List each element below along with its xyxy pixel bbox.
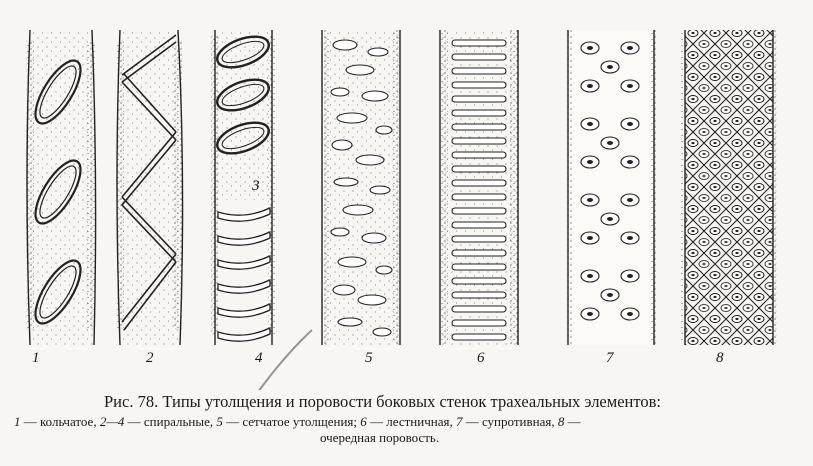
caption-line-2: очередная поровость.	[320, 430, 440, 445]
caption-text-3: — сетчатое утолщения;	[222, 414, 361, 429]
caption-num-2: 2—4	[99, 414, 125, 429]
pencil-mark	[258, 330, 312, 390]
label-4: 4	[255, 350, 263, 366]
vessel-opposite	[566, 30, 656, 345]
vessel-scalariform	[440, 30, 518, 345]
caption-num-4: 6	[360, 414, 367, 429]
label-6: 6	[477, 350, 485, 366]
caption-num-6: 8	[557, 414, 565, 429]
vessel-spiral-loose	[117, 30, 183, 345]
caption-text-2: — спиральные,	[124, 414, 217, 429]
label-8: 8	[716, 350, 724, 366]
label-3: 3	[252, 178, 260, 194]
label-5: 5	[365, 350, 373, 366]
caption-text-6: —	[564, 414, 581, 429]
vessel-annular	[26, 30, 96, 345]
caption-num-1: 1	[14, 414, 21, 429]
label-7: 7	[606, 350, 614, 366]
caption-num-5: 7	[455, 414, 463, 429]
label-1: 1	[32, 350, 40, 366]
vessel-reticulate	[322, 30, 400, 345]
caption-text-4: — лестничная,	[366, 414, 456, 429]
label-2: 2	[146, 350, 154, 366]
caption-text-1: — кольчатое,	[20, 414, 100, 429]
vessel-spiral-tight	[211, 30, 276, 345]
caption-text-5: — супротивная,	[462, 414, 558, 429]
caption-line-1	[14, 414, 581, 430]
caption-num-3: 5	[216, 414, 223, 429]
vessel-alternate	[681, 30, 777, 345]
caption-title: Рис. 78. Типы утолщения и поровости боковых стенок трахеальных элементов:	[104, 392, 661, 411]
